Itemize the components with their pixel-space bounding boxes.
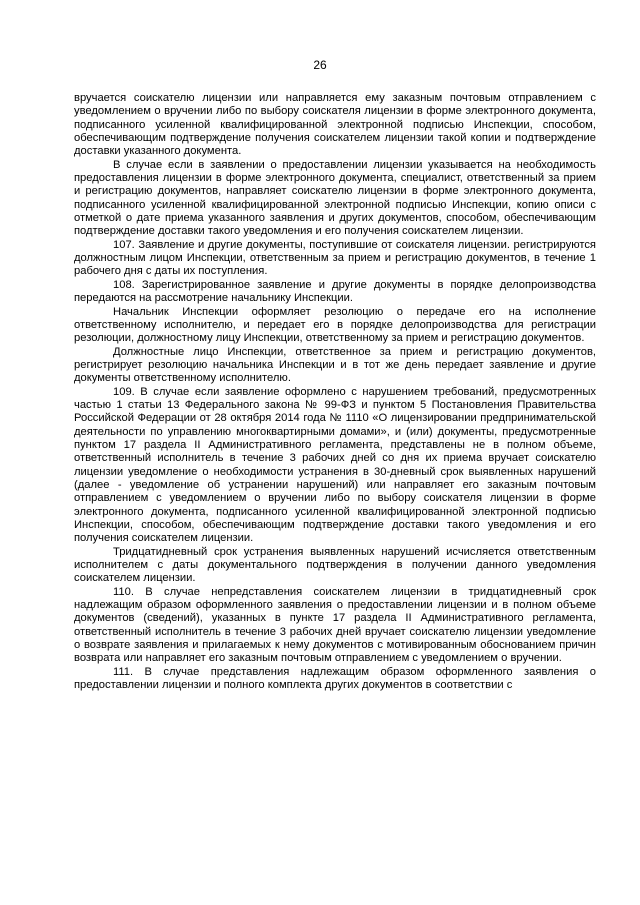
paragraph-110: 110. В случае непредставления соискателем лицензии в тридцатидневный срок надлежащим образом оформленного заявления о предоставлении лицензии и в полном объеме документов (сведений), указанных в пункте 17 раздела II Административного регламента, ответственный исполнитель в течение 3 рабочих дней вручает соискателю лицензии уведомление о возврате заявления и прилагаемых к нему документов с мотивированным обоснованием причин возврата или направляет его заказным почтовым отправлением с уведомлением о вручении. <box>74 585 596 665</box>
page-number: 26 <box>313 58 327 72</box>
paragraph: Тридцатидневный срок устранения выявленных нарушений исчисляется ответственным исполнителем с даты документального подтверждения в получении данного уведомления соискателем лицензии. <box>74 545 596 585</box>
paragraph: Начальник Инспекции оформляет резолюцию о передаче его на исполнение ответственному исполнителю, и передает его в порядке делопроизводства для регистрации резолюции, должностному лицу Инспекции, ответственному за прием и регистрацию документов. <box>74 305 596 345</box>
document-body <box>74 92 596 692</box>
paragraph-107: 107. Заявление и другие документы, поступившие от соискателя лицензии. регистрируются должностным лицом Инспекции, ответственным за прием и регистрацию документов, в течение 1 рабочего дня с даты их поступления. <box>74 238 596 278</box>
paragraph: вручается соискателю лицензии или направляется ему заказным почтовым отправлением с уведомлением о вручении либо по выбору соискателя лицензии в форме электронного документа, подписанного усиленной квалифицированной электронной подписью Инспекции, способом, обеспечивающим подтверждение получения соискателем лицензии такой копии и подтверждение доставки указанного документа. <box>74 92 596 158</box>
paragraph-108: 108. Зарегистрированное заявление и другие документы в порядке делопроизводства передаются на рассмотрение начальнику Инспекции. <box>74 278 596 305</box>
paragraph-111: 111. В случае представления надлежащим образом оформленного заявления о предоставлении лицензии и полного комплекта других документов в соответствии с <box>74 665 596 692</box>
paragraph-109: 109. В случае если заявление оформлено с нарушением требований, предусмотренных частью 1 статьи 13 Федерального закона № 99-ФЗ и пунктом 5 Постановления Правительства Российской Федерации от 28 октября 2014 года № 1110 «О лицензировании предпринимательской деятельности по управлению многоквартирными домами», и (или) документы, предусмотренные пунктом 17 раздела II Административного регламента, представлены не в полном объеме, ответственный исполнитель в течение 3 рабочих дней со дня их приема вручает соискателю лицензии уведомление о необходимости устранения в 30-дневный срок выявленных нарушений (далее - уведомление об устранении нарушений) или направляет его заказным почтовым отправлением с уведомлением о вручении либо по выбору соискателя лицензии в форме электронного документа, подписанного усиленной квалифицированной электронной подписью Инспекции, способом, обеспечивающим подтверждение доставки такого уведомления и его получения соискателем лицензии. <box>74 385 596 545</box>
paragraph: Должностные лицо Инспекции, ответственное за прием и регистрацию документов, регистрирует резолюцию начальника Инспекции и в тот же день передает заявление и другие документы ответственному исполнителю. <box>74 345 596 385</box>
paragraph: В случае если в заявлении о предоставлении лицензии указывается на необходимость предоставления лицензии в форме электронного документа, специалист, ответственный за прием и регистрацию документов, направляет соискателю лицензии в форме электронного документа, подписанного усиленной квалифицированной электронной подписью Инспекции, копию описи с отметкой о дате приема указанного заявления и других документов, способом, обеспечивающим подтверждение доставки такого уведомления и его получения соискателем лицензии. <box>74 158 596 238</box>
